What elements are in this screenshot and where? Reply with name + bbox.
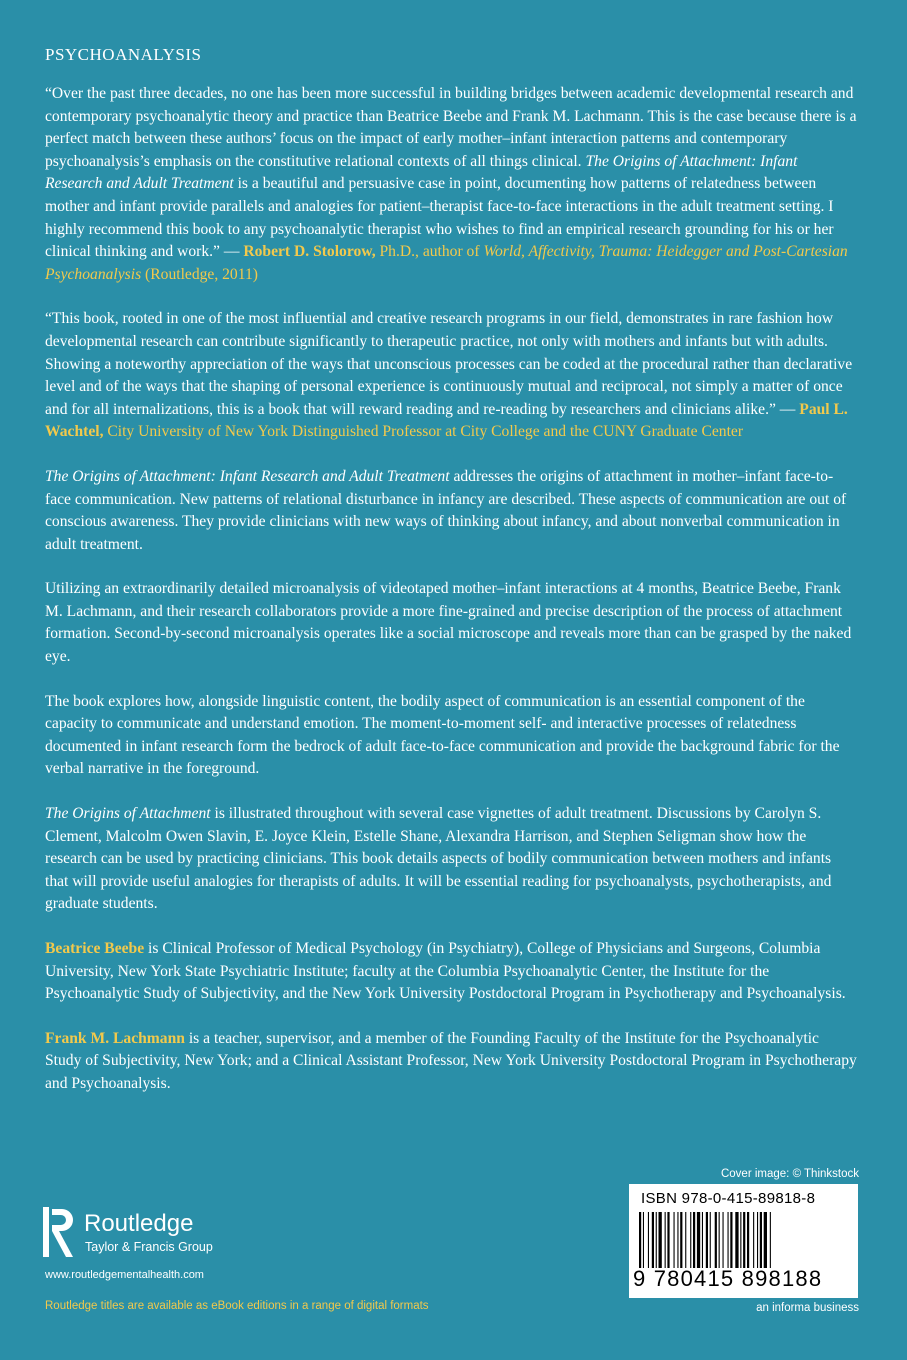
description-2: Utilizing an extraordinarily detailed microanalysis of videotaped mother–infant interactions at 4 months, Beatrice Beebe, Frank M. Lachmann, and their research collaborators provide a more fine-grained and precise description of the process of attachment formation. Second-by-second microanalysis operates like a social microscope and reveals more than can be grasped by the naked eye. xyxy=(45,580,852,666)
barcode-bars xyxy=(639,1212,848,1268)
blurb-text: is a beautiful and persuasive case in point, documenting how patterns of relatedness between mother and infant provide parallels and analogies for patient–therapist face-to-face interactions in the adult treatment setting. I highly recommend this book to any psychoanalytic therapist who wishes to find an empirical research grounding for his or her clinical thinking and work.” — xyxy=(45,175,834,261)
routledge-logo-icon xyxy=(43,1207,77,1259)
description-3: The book explores how, alongside linguistic content, the bodily aspect of communication is an essential component of the capacity to communicate and understand emotion. The moment-to-moment self- and interactive processes of relatedness documented in infant research form the bedrock of adult face-to-face communication and provide the background fabric for the verbal narrative in the foreground. xyxy=(45,692,840,778)
blurb-credential: Ph.D., author of xyxy=(375,243,484,261)
author-book-publisher: (Routledge, 2011) xyxy=(141,265,258,283)
publisher-name: Routledge xyxy=(84,1210,194,1237)
blurb-stolorow xyxy=(45,83,857,286)
author-bio-beebe xyxy=(45,938,857,1006)
isbn-barcode xyxy=(629,1184,858,1298)
publisher-url[interactable]: www.routledgementalhealth.com xyxy=(45,1269,204,1281)
book-title: The Origins of Attachment: Infant Research and Adult Treatment xyxy=(45,152,798,193)
description-1 xyxy=(45,466,857,556)
cover-credit: Cover image: © Thinkstock xyxy=(720,1168,859,1180)
publisher-group: Taylor & Francis Group xyxy=(85,1240,213,1254)
category-label: PSYCHOANALYSIS xyxy=(45,45,202,64)
description-text: addresses the origins of attachment in mother–infant face-to-face communication. New patterns of relational disturbance in infancy are described. These aspects of communication are out of conscious awareness. They provide clinicians with new ways of thinking about infancy, and about nonverbal communication in adult treatment. xyxy=(45,467,847,553)
blurb-author: Paul L. Wachtel, xyxy=(45,400,848,441)
ebook-note: Routledge titles are available as eBook editions in a range of digital formats xyxy=(45,1300,429,1312)
description-4 xyxy=(45,803,857,916)
informa-tagline: an informa business xyxy=(756,1302,859,1314)
blurb-text: “This book, rooted in one of the most influential and creative research programs in our field, demonstrates in rare fashion how developmental research can contribute significantly to therapeutic practice, not only with mothers and infants but with adults. Showing a noteworthy appreciation of the ways that unconscious processes can be coded at the procedural rather than declarative level and of the ways that the shaping of personal experience is continuously mutual and reciprocal, not simply a matter of once and for all internalizations, this is a book that will reward reading and re-reading by researchers and clinicians alike.” — xyxy=(45,310,853,418)
blurb-text: “Over the past three decades, no one has been more successful in building bridges between academic developmental research and contemporary psychoanalytic theory and practice than Beatrice Beebe and Frank M. Lachmann. This is the case because there is a perfect match between these authors’ focus on the impact of early mother–infant interaction patterns and contemporary psychoanalysis’s emphasis on the constitutive relational contexts of all things clinical. xyxy=(45,85,857,170)
author-name: Beatrice Beebe xyxy=(45,940,145,957)
bio-text: is a teacher, supervisor, and a member of the Founding Faculty of the Institute for the Psychoanalytic Study of Subjectivity, New York; and a Clinical Assistant Professor, New York University Postdoctoral Program in Psychotherapy and Psychoanalysis. xyxy=(45,1029,857,1092)
author-bio-lachmann xyxy=(45,1028,857,1096)
bio-text: is Clinical Professor of Medical Psychology (in Psychiatry), College of Physicians and Surgeons, Columbia University, New York State Psychiatric Institute; faculty at the Columbia Psychoanalytic Center, the Institute for the Psychoanalytic Study of Subjectivity, and the New York University Postdoctoral Program in Psychotherapy and Psychoanalysis. xyxy=(45,940,846,1003)
barcode-digits: 9 780415 898188 xyxy=(633,1266,823,1291)
blurb-wachtel xyxy=(45,308,857,444)
back-cover-text xyxy=(45,45,857,1118)
description-text: is illustrated throughout with several case vignettes of adult treatment. Discussions by Carolyn S. Clement, Malcolm Owen Slavin, E. Joyce Klein, Estelle Shane, Alexandra Harrison, and Stephen Seligman show how the research can be used by practicing clinicians. This book details aspects of bodily communication between mothers and infants that will provide useful analogies for therapists of adults. It will be essential reading for psychoanalysts, psychotherapists, and graduate students. xyxy=(45,805,832,913)
blurb-affiliation: City University of New York Distinguished Professor at City College and the CUNY Graduate Center xyxy=(103,423,744,441)
book-title: The Origins of Attachment: Infant Research and Adult Treatment xyxy=(45,467,450,485)
isbn-number: ISBN 978-0-415-89818-8 xyxy=(641,1190,816,1207)
author-name: Frank M. Lachmann xyxy=(45,1029,185,1047)
book-title: The Origins of Attachment xyxy=(45,805,211,823)
blurb-author: Robert D. Stolorow, xyxy=(243,243,376,261)
author-book-title: World, Affectivity, Trauma: Heidegger and Post-Cartesian Psychoanalysis xyxy=(45,243,848,283)
